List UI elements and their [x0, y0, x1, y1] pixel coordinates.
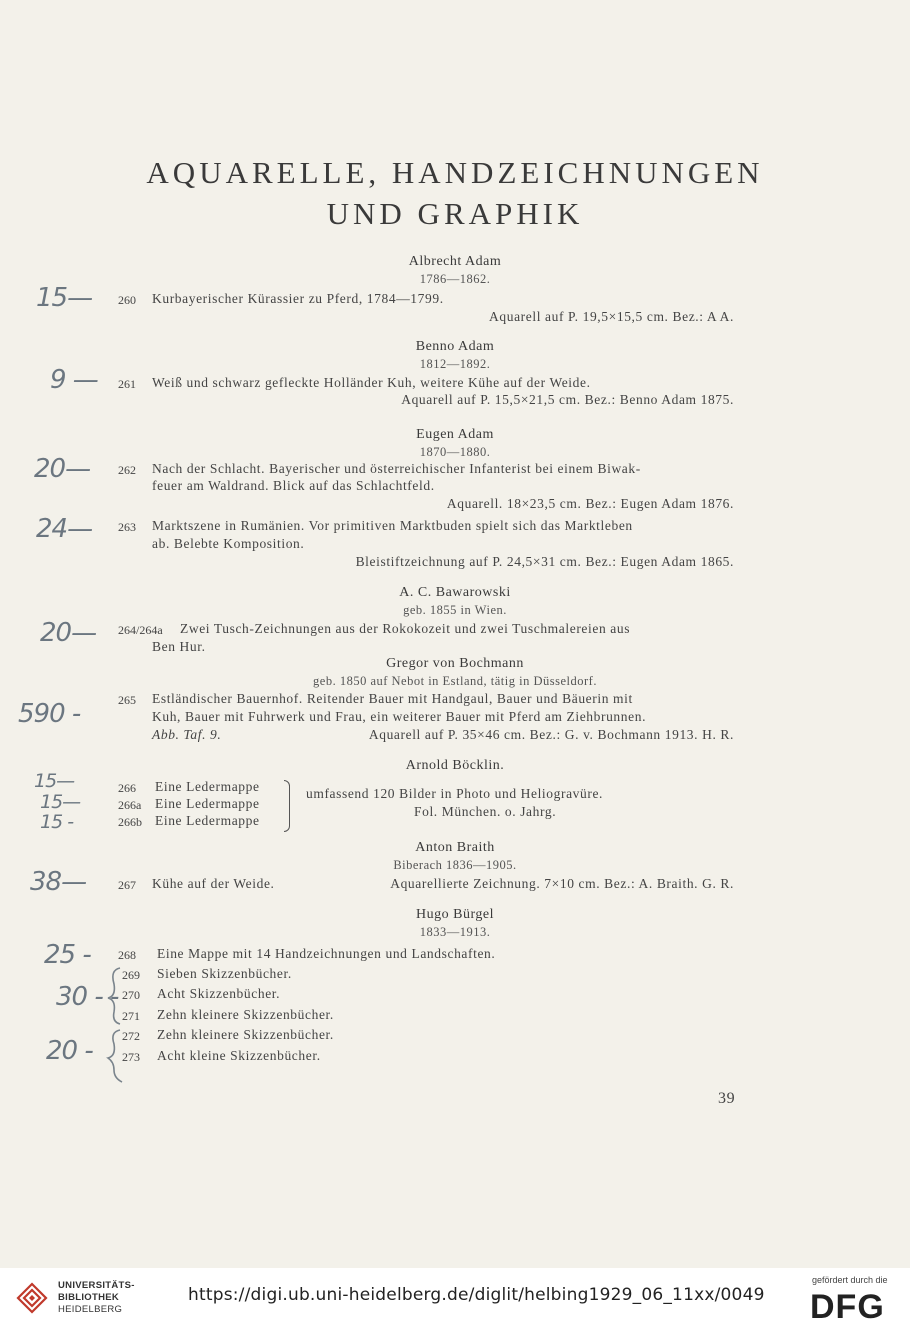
- artist-dates: geb. 1855 in Wien.: [403, 603, 507, 617]
- lot-description: Weiß und schwarz gefleckte Holländer Kuh, weitere Kühe auf der Weide.: [152, 375, 591, 390]
- lot-number: 266a: [118, 798, 142, 812]
- lot-description: Kühe auf der Weide.: [152, 876, 275, 891]
- artist-dates: Biberach 1836—1905.: [393, 858, 517, 872]
- artist-name: A. C. Bawarowski: [399, 585, 511, 600]
- handwritten-price: 30 - -: [56, 982, 119, 1012]
- grouping-brace: [284, 780, 290, 832]
- handwritten-price: 24—: [36, 514, 93, 544]
- lot-number: 263: [118, 520, 136, 534]
- artist-name: Eugen Adam: [416, 427, 494, 442]
- lot-number: 266: [118, 781, 136, 795]
- handwritten-price: 20 -: [46, 1036, 93, 1066]
- handwritten-price: 9 —: [50, 365, 98, 395]
- library-name-line1: UNIVERSITÄTS-: [58, 1280, 135, 1291]
- artist-name: Gregor von Bochmann: [386, 656, 524, 671]
- lot-number: 266b: [118, 815, 142, 829]
- handwritten-price: 15—: [36, 283, 93, 313]
- artist-name: Benno Adam: [415, 339, 495, 354]
- lot-description: Zehn kleinere Skizzenbücher.: [157, 1027, 334, 1042]
- lot-number: 270: [122, 988, 140, 1002]
- handwritten-price: 38—: [30, 867, 87, 897]
- artist-name: Hugo Bürgel: [416, 907, 494, 922]
- lot-description: Kurbayerischer Kürassier zu Pferd, 1784—1799.: [152, 291, 444, 306]
- lot-number: 271: [122, 1009, 140, 1023]
- lot-description: Zwei Tusch-Zeichnungen aus der Rokokozeit und zwei Tuschmalereien aus: [180, 621, 631, 636]
- lot-description: Eine Ledermappe: [155, 796, 260, 811]
- permalink-url[interactable]: https://digi.ub.uni-heidelberg.de/diglit/helbing1929_06_11xx/0049: [188, 1285, 765, 1305]
- lot-description: Sieben Skizzenbücher.: [157, 966, 292, 981]
- lot-number: 272: [122, 1029, 140, 1043]
- plate-reference: Abb. Taf. 9.: [152, 727, 222, 742]
- lot-number: 264/264a: [118, 623, 163, 637]
- lot-number: 265: [118, 693, 136, 707]
- footer-bar: [0, 1268, 910, 1331]
- page-title-line1: AQUARELLE, HANDZEICHNUNGEN: [146, 155, 764, 190]
- lot-number: 269: [122, 968, 140, 982]
- library-name-line3: HEIDELBERG: [58, 1304, 123, 1315]
- lot-number: 262: [118, 463, 136, 477]
- artist-dates: 1812—1892.: [419, 357, 491, 371]
- lot-description: Eine Ledermappe: [155, 813, 260, 828]
- lot-number: 267: [118, 878, 136, 892]
- dfg-logo: DFG: [810, 1288, 885, 1326]
- pencil-brace-marks: [100, 960, 130, 1090]
- group-description: umfassend 120 Bilder in Photo und Heliogravüre.: [306, 786, 604, 801]
- lot-number: 268: [118, 948, 136, 962]
- artist-dates: geb. 1850 auf Nebot in Estland, tätig in Düsseldorf.: [313, 674, 597, 688]
- lot-details: Aquarell auf P. 15,5×21,5 cm. Bez.: Benno Adam 1875.: [401, 392, 734, 407]
- group-details: Fol. München. o. Jahrg.: [414, 804, 557, 819]
- lot-details: Aquarell auf P. 19,5×15,5 cm. Bez.: A A.: [489, 309, 734, 324]
- lot-number: 260: [118, 293, 136, 307]
- lot-description: Marktszene in Rumänien. Vor primitiven Marktbuden spielt sich das Marktleben: [152, 518, 633, 533]
- lot-number: 261: [118, 377, 136, 391]
- artist-name: Anton Braith: [415, 840, 495, 855]
- lot-details: Aquarellierte Zeichnung. 7×10 cm. Bez.: A. Braith. G. R.: [390, 876, 734, 891]
- lot-description: Zehn kleinere Skizzenbücher.: [157, 1007, 334, 1022]
- lot-description: Kuh, Bauer mit Fuhrwerk und Frau, ein weiterer Bauer mit Pferd am Ziehbrunnen.: [152, 709, 647, 724]
- artist-name: Arnold Böcklin.: [405, 758, 505, 773]
- handwritten-price: 15—: [40, 791, 81, 813]
- artist-dates: 1833—1913.: [419, 925, 491, 939]
- lot-description: Eine Mappe mit 14 Handzeichnungen und Landschaften.: [157, 946, 496, 961]
- lot-description: Acht kleine Skizzenbücher.: [157, 1048, 321, 1063]
- library-name-line2: BIBLIOTHEK: [58, 1292, 120, 1303]
- handwritten-price: 590 -: [18, 699, 81, 729]
- page-number: 39: [718, 1090, 736, 1107]
- artist-dates: 1870—1880.: [419, 445, 491, 459]
- lot-details: Aquarell auf P. 35×46 cm. Bez.: G. v. Bochmann 1913. H. R.: [368, 727, 734, 742]
- lot-description: Ben Hur.: [152, 639, 206, 654]
- lot-description: Estländischer Bauernhof. Reitender Bauer mit Handgaul, Bauer und Bäuerin mit: [152, 691, 633, 706]
- lot-details: Aquarell. 18×23,5 cm. Bez.: Eugen Adam 1876.: [446, 496, 734, 511]
- lot-details: Bleistiftzeichnung auf P. 24,5×31 cm. Bez.: Eugen Adam 1865.: [355, 554, 734, 569]
- handwritten-price: 20—: [34, 454, 91, 484]
- page-title-line2: UND GRAPHIK: [326, 196, 584, 231]
- handwritten-price: 25 -: [44, 940, 91, 970]
- handwritten-price: 15 -: [40, 811, 74, 833]
- library-logo-icon: [14, 1280, 50, 1316]
- lot-description: feuer am Waldrand. Blick auf das Schlachtfeld.: [152, 478, 435, 493]
- artist-name: Albrecht Adam: [408, 254, 502, 269]
- lot-description: Nach der Schlacht. Bayerischer und österreichischer Infanterist bei einem Biwak-: [152, 461, 641, 476]
- lot-description: Acht Skizzenbücher.: [157, 986, 281, 1001]
- lot-number: 273: [122, 1050, 140, 1064]
- lot-description: Eine Ledermappe: [155, 779, 260, 794]
- handwritten-price: 20—: [40, 618, 97, 648]
- funding-label: gefördert durch die: [812, 1275, 888, 1285]
- artist-dates: 1786—1862.: [419, 272, 491, 286]
- lot-description: ab. Belebte Komposition.: [152, 536, 305, 551]
- handwritten-price: 15—: [34, 770, 75, 792]
